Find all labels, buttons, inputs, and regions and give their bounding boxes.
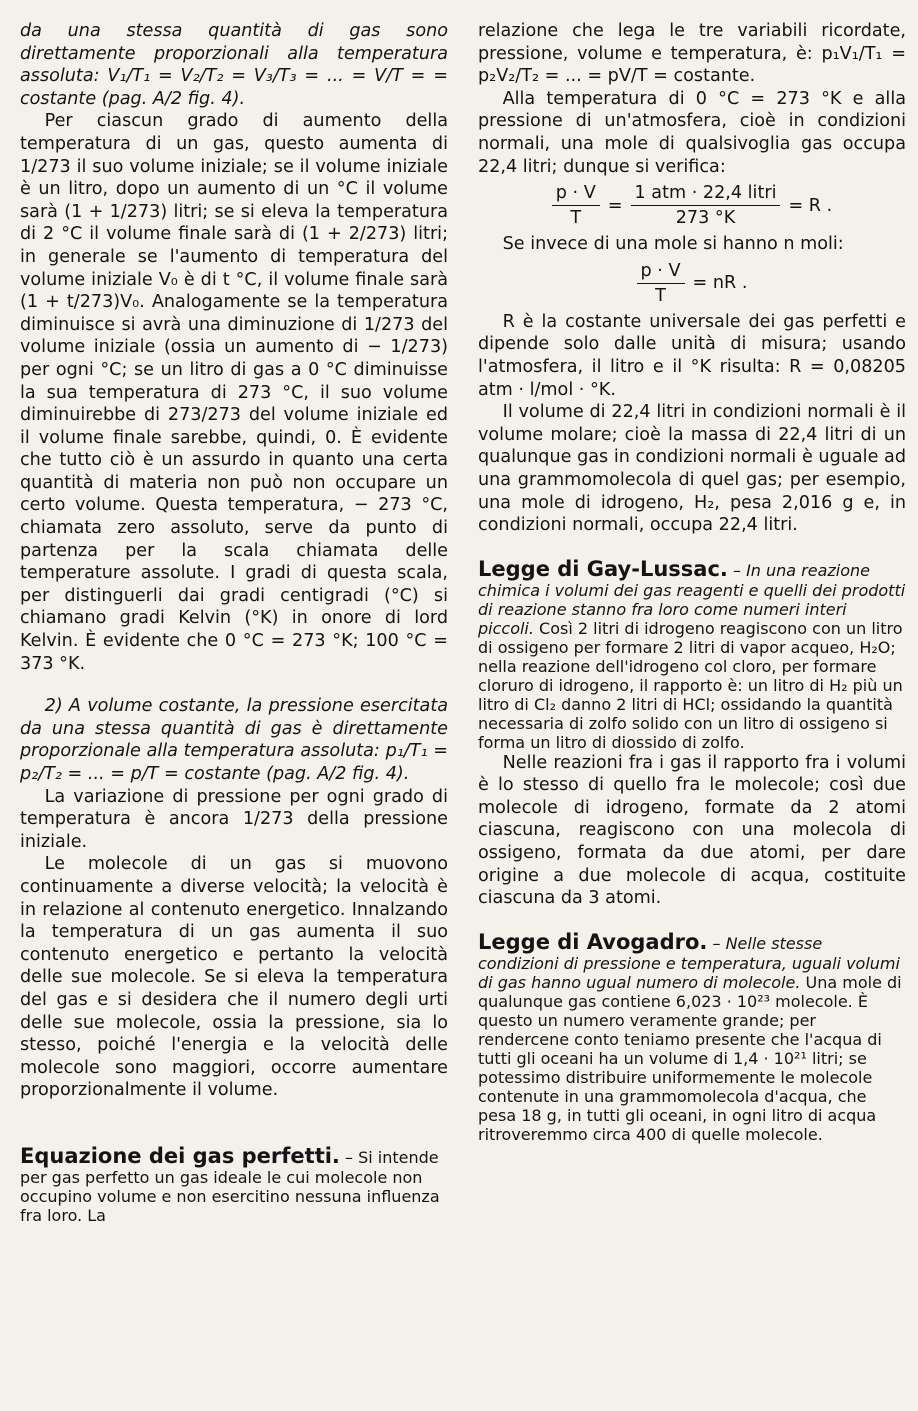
paragraph-volume-ratio: Nelle reazioni fra i gas il rapporto fra i volumi è lo stesso di quello fra le molecole; così due molecole di idrogeno, formate da 2 atomi ciascuna, reagiscono con una molecola di ossigeno, formata da due atomi, per dare origine a due molecole di acqua, costituite ciascuna da 3 atomi. (478, 752, 906, 909)
paragraph-molecule-velocity: Le molecole di un gas si muovono continuamente a diverse velocità; la velocità è in relazione al contenuto energetico. Innalzando la temperatura di un gas aumenta il suo contenuto energetico e pertanto la velocità delle sue molecole. Se si eleva la temperatura del gas e si desidera che il numero degli urti delle sue molecole, ossia la pressione, sia lo stesso, poiché l'energia e la velocità delle molecole sono maggiori, occorre aumentare proporzionalmente il volume. (20, 854, 448, 1101)
fraction-atm-litri: $\frac{\text{1 atm · 22,4 litri}}{273 ^\circ K}$ (631, 182, 781, 229)
ideal-gas-text: – Si intende per gas perfetto un gas ideale le cui molecole non occupino volume e non esercitino nessuna influenza fra loro. La (20, 1147, 440, 1225)
paragraph-absolute-zero: Per ciascun grado di aumento della temperatura di un gas, questo aumenta di 1/273 il suo volume iniziale; se il volume iniziale è un litro, dopo un aumento di un °C il volume sarà (1 + 1/273) litri; se si eleva la temperatura di 2 °C il volume finale sarà di (1 + 2/273) litri; in generale se l'aumento di temperatura del volume iniziale V₀ è di t °C, il volume finale sarà (1 + t/273)V₀. Analogamente se la temperatura diminuisce si avrà una diminuzione di 1/273 del volume iniziale (ossia un aumento di − 1/273) per ogni °C; se un litro di gas a 0 °C diminuisse la sua temperatura di 273 °C, il suo volume diminuirebbe di 273/273 del volume iniziale ed il volume finale sarebbe, quindi, 0. È evidente che tutto ciò è un assurdo in quanto una certa quantità di materia non può non occupare un certo volume. Questa temperatura, − 273 °C, chiamata zero assoluto, serve da punto di partenza per la scala chiamata delle temperature assolute. I gradi di questa scala, per distinguerli dai gradi centigradi (°C) si chiamano gradi Kelvin (°K) in onore di lord Kelvin. È evidente che 0 °C = 273 °K; 100 °C = 373 °K. (20, 111, 448, 674)
heading-ideal-gas-equation: Equazione dei gas perfetti. (20, 1143, 340, 1168)
fraction-pv-t-n: $\frac{p \cdot V}{T}$ (637, 260, 685, 307)
paragraph-n-moles: Se invece di una mole si hanno n moli: (502, 234, 844, 255)
heading-gay-lussac: Legge di Gay-Lussac. (478, 556, 728, 581)
paragraph-combined-law: relazione che lega le tre variabili ricordate, pressione, volume e temperatura, è: p₁V₁/T₁ = p₂V₂/T₂ = ... = pV/T = costante. (478, 21, 906, 87)
paragraph-universal-constant: R è la costante universale dei gas perfetti e dipende solo dalle unità di misura; usando l'atmosfera, il litro e il °K risulta: R = 0,08205 atm · l/mol · °K. (478, 311, 906, 400)
paragraph-molar-volume: Il volume di 22,4 litri in condizioni normali è il volume molare; cioè la massa di 22,4 litri di un qualunque gas in condizioni normali è uguale ad una grammomolecola di quel gas; per esempio, una mole di idrogeno, H₂, pesa 2,016 g e, in condizioni normali, occupa 22,4 litri. (478, 402, 906, 536)
paragraph-pressure-variation: La variazione di pressione per ogni grado di temperatura è ancora 1/273 della pressione iniziale. (20, 786, 448, 852)
paragraph-charles-law (20, 20, 448, 110)
formula-n-moles: $\frac{p \cdot V}{T}$ = nR . (478, 260, 906, 307)
formula-molar-constant: $\frac{p \cdot V}{T}$ = $\frac{\text{1 atm · 22,4 litri}}{273 ^\circ K}$ = R . (478, 182, 906, 229)
heading-avogadro: Legge di Avogadro. (478, 929, 708, 954)
paragraph-normal-conditions: Alla temperatura di 0 °C = 273 °K e alla pressione di un'atmosfera, cioè in condizioni normali, una mole di qualsivoglia gas occupa 22,4 litri; dunque si verifica: (478, 88, 906, 177)
paragraph-constant-volume (20, 695, 448, 785)
left-column (20, 20, 448, 1411)
charles-law-text: da una stessa quantità di gas sono direttamente proporzionali alla temperatura assoluta: V₁/T₁ = V₂/T₂ = V₃/T₃ = ... = V/T = = costante (pag. A/2 fig. 4). (20, 21, 448, 109)
fraction-pv-t: $\frac{p \cdot V}{T}$ (552, 182, 600, 229)
right-column: relazione che lega le tre variabili ricordate, pressione, volume e temperatura, è: p₁V₁/T₁ = p₂V₂/T₂ = ... = pV/T = costante. Alla temperatura di 0 °C = 273 °K e alla pressione di un'atmosfera, cioè in condizioni normali, una mole di qualsivoglia gas occupa 22,4 litri; dunque si verifica: $\frac{p \cdot V}{T}$ = $\frac{\text{1 atm · 22,4 litri}}{273 ^\circ K}$ = R . Se invece di una mole si hanno n moli: $\frac{p \cdot V}{T}$ = nR . R è la costante universale dei gas perfetti e dipende solo dalle unità di misura; usando l'atmosfera, il litro e il °K risulta: R = 0,08205 atm · l/mol · °K. Il volume di 22,4 litri in condizioni normali è il volume molare; cioè la massa di 22,4 litri di un qualunque gas in condizioni normali è uguale ad una grammomolecola di quel gas; per esempio, una mole di idrogeno, H₂, pesa 2,016 g e, in condizioni normali, occupa 22,4 litri. Legge di Gay-Lussac. – In una reazione chimica i volumi dei gas reagenti e quelli dei prodotti di reazione stanno fra loro come numeri interi piccoli. Così 2 litri di idrogeno reagiscono con un litro di ossigeno per formare 2 litri di vapor acqueo, H₂O; nella reazione dell'idrogeno col cloro, per formare cloruro di idrogeno, il rapporto è: un litro di H₂ più un litro di Cl₂ danno 2 litri di HCl; ossidando la quantità necessaria di zolfo solido con un litro di ossigeno si forma un litro di diossido di zolfo. Nelle reazioni fra i gas il rapporto fra i volumi è lo stesso di quello fra le molecole; così due molecole di idrogeno, formate da 2 atomi ciascuna, reagiscono con una molecola di ossigeno, formata da due atomi, per dare origine a due molecole di acqua, costituite ciascuna da 3 atomi. Legge di Avogadro. – Nelle stesse condizioni di pressione e temperatura, uguali volumi di gas hanno ugual numero di molecole. Una mole di qualunque gas contiene 6,023 · 10²³ molecole. È questo un numero veramente grande; per rendercene conto teniamo presente che l'acqua di tutti gli oceani ha un volume di 1,4 · 10²¹ litri; se potessimo distribuire uniformemente le molecole contenute in una grammomolecola d'acqua, che pesa 18 g, in tutti gli oceani, in ogni litro di acqua ritroveremmo circa 400 di quelle molecole. (478, 21, 906, 1144)
constant-volume-text: 2) A volume costante, la pressione esercitata da una stessa quantità di gas è direttamente proporzionale alla temperatura assoluta: p₁/T₁ = p₂/T₂ = ... = p/T = costante (pag. A/2 fig. 4). (20, 696, 448, 784)
